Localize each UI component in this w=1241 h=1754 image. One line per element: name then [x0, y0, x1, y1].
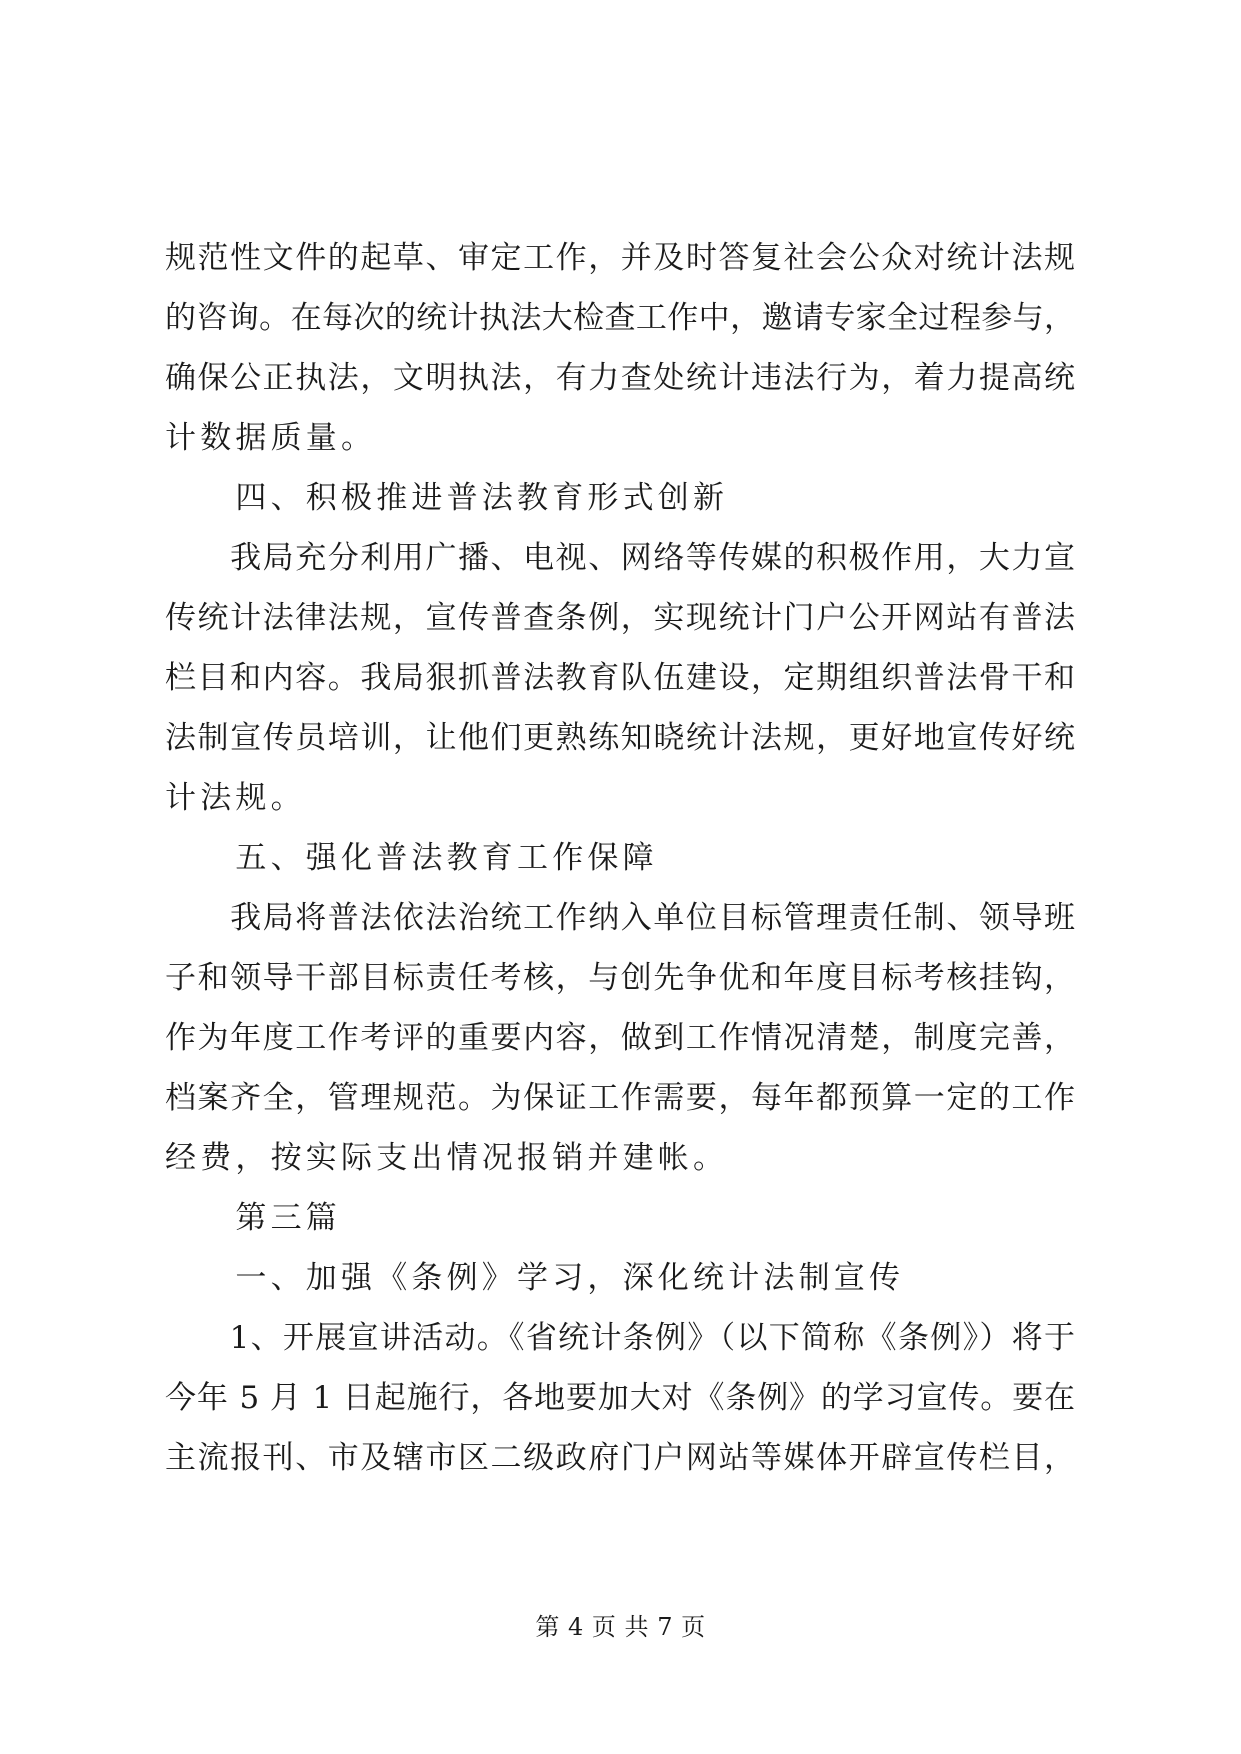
text-line: 今年 5 月 1 日起施行，各地要加大对《条例》的学习宣传。要在 — [165, 1380, 1075, 1416]
text-line: 1、开展宣讲活动。《省统计条例》（以下简称《条例》）将于 — [165, 1320, 1075, 1356]
text-line: 计数据质量。 — [165, 420, 377, 456]
text-line: 我局充分利用广播、电视、网络等传媒的积极作用，大力宣 — [165, 540, 1075, 576]
section-heading: 四、积极推进普法教育形式创新 — [165, 480, 729, 516]
text-line: 栏目和内容。我局狠抓普法教育队伍建设，定期组织普法骨干和 — [165, 660, 1075, 696]
text-line: 档案齐全，管理规范。为保证工作需要，每年都预算一定的工作 — [165, 1080, 1075, 1116]
part-heading: 第三篇 — [165, 1200, 341, 1236]
text-line: 的咨询。在每次的统计执法大检查工作中，邀请专家全过程参与， — [165, 300, 1075, 336]
section-heading: 五、强化普法教育工作保障 — [165, 840, 658, 876]
text-line: 规范性文件的起草、审定工作，并及时答复社会公众对统计法规 — [165, 240, 1075, 276]
section-heading: 一、加强《条例》学习，深化统计法制宣传 — [165, 1260, 905, 1296]
text-line: 计法规。 — [165, 780, 306, 816]
text-line: 主流报刊、市及辖市区二级政府门户网站等媒体开辟宣传栏目， — [165, 1440, 1075, 1476]
page-number-footer: 第 4 页 共 7 页 — [535, 1613, 706, 1641]
document-body — [165, 228, 1075, 1488]
text-line: 作为年度工作考评的重要内容，做到工作情况清楚，制度完善， — [165, 1020, 1075, 1056]
text-line: 传统计法律法规，宣传普查条例，实现统计门户公开网站有普法 — [165, 600, 1075, 636]
text-line: 我局将普法依法治统工作纳入单位目标管理责任制、领导班 — [165, 900, 1075, 936]
text-line: 确保公正执法，文明执法，有力查处统计违法行为，着力提高统 — [165, 360, 1075, 396]
text-line: 子和领导干部目标责任考核，与创先争优和年度目标考核挂钩， — [165, 960, 1075, 996]
text-line: 法制宣传员培训，让他们更熟练知晓统计法规，更好地宣传好统 — [165, 720, 1075, 756]
text-line: 经费，按实际支出情况报销并建帐。 — [165, 1140, 729, 1176]
